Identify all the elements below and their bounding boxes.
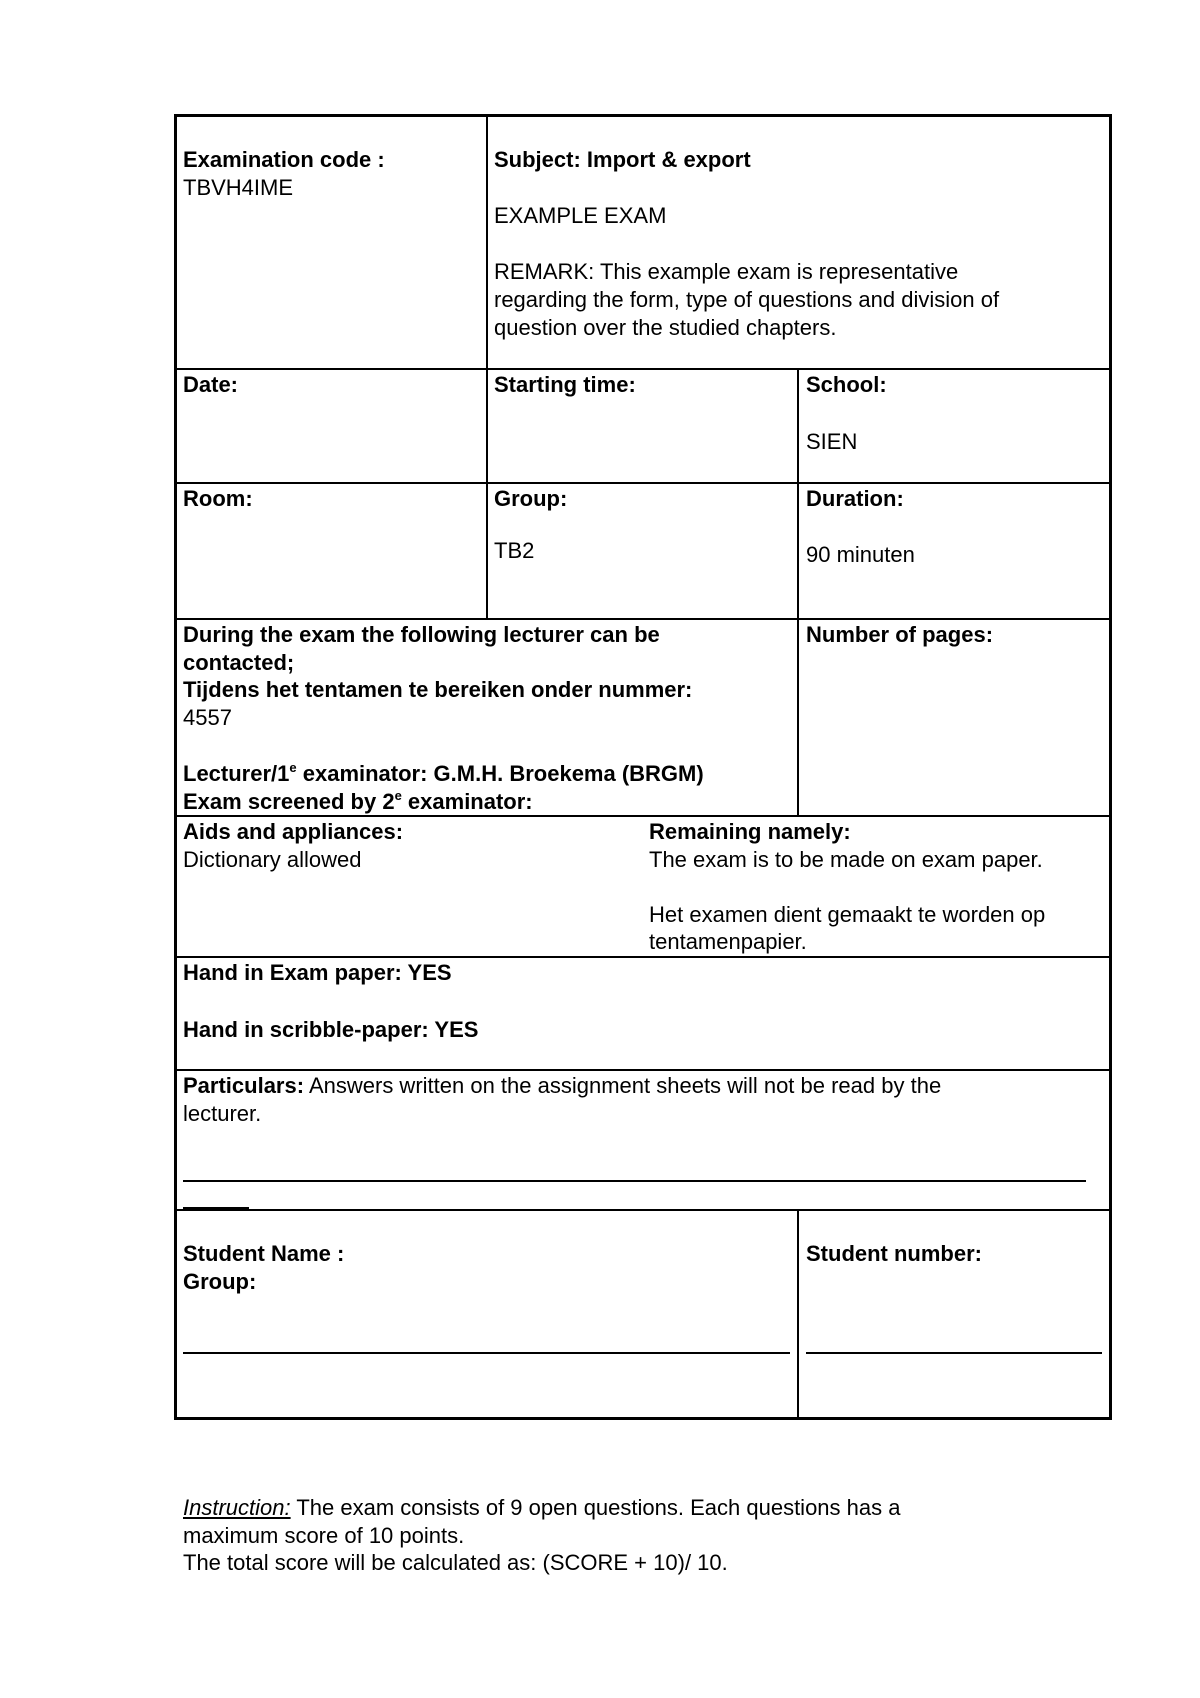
row-divider bbox=[174, 1209, 1112, 1211]
column-divider bbox=[486, 368, 488, 620]
remark-line-3: question over the studied chapters. bbox=[494, 315, 837, 340]
student-group-label: Group: bbox=[183, 1269, 257, 1294]
row-divider bbox=[174, 1069, 1112, 1071]
starting-time-label: Starting time: bbox=[494, 372, 636, 397]
pages-label: Number of pages: bbox=[806, 622, 994, 647]
student-number-label: Student number: bbox=[806, 1241, 982, 1266]
column-divider bbox=[486, 114, 488, 370]
contact-line-1: During the exam the following lecturer can be bbox=[183, 622, 660, 647]
exam-code-label: Examination code : bbox=[183, 147, 385, 172]
student-name-label: Student Name : bbox=[183, 1241, 345, 1266]
row-divider bbox=[174, 956, 1112, 958]
instruction-line-1: Instruction: The exam consists of 9 open questions. Each questions has a bbox=[183, 1495, 901, 1520]
contact-line-3: Tijdens het tentamen te bereiken onder nummer: bbox=[183, 677, 693, 702]
column-divider bbox=[797, 368, 799, 817]
school-value: SIEN bbox=[806, 429, 858, 454]
particulars-line-2: lecturer. bbox=[183, 1101, 262, 1126]
remark-line-1: REMARK: This example exam is representative bbox=[494, 259, 959, 284]
instruction-line-3: The total score will be calculated as: (SCORE + 10)/ 10. bbox=[183, 1550, 728, 1575]
screened-line: Exam screened by 2e examinator: bbox=[183, 788, 533, 814]
row-divider bbox=[174, 368, 1112, 370]
separator-dash-line bbox=[183, 1180, 1086, 1182]
contact-phone: 4557 bbox=[183, 705, 232, 730]
row-divider bbox=[174, 618, 1112, 620]
hand-in-exam-paper: Hand in Exam paper: YES bbox=[183, 960, 452, 985]
school-label: School: bbox=[806, 372, 887, 397]
student-number-field-line[interactable] bbox=[806, 1352, 1102, 1354]
student-name-field-line[interactable] bbox=[183, 1352, 790, 1354]
instruction-line-2: maximum score of 10 points. bbox=[183, 1523, 465, 1548]
duration-value: 90 minuten bbox=[806, 542, 915, 567]
group-label: Group: bbox=[494, 486, 568, 511]
group-value: TB2 bbox=[494, 538, 535, 563]
remark-line-2: regarding the form, type of questions and division of bbox=[494, 287, 1000, 312]
date-label: Date: bbox=[183, 372, 239, 397]
exam-code-value: TBVH4IME bbox=[183, 175, 294, 200]
contact-line-2: contacted; bbox=[183, 650, 295, 675]
exam-type: EXAMPLE EXAM bbox=[494, 203, 667, 228]
lecturer-line: Lecturer/1e examinator: G.M.H. Broekema (BRGM) bbox=[183, 760, 704, 786]
separator-dash-line bbox=[183, 1207, 249, 1209]
remaining-en: The exam is to be made on exam paper. bbox=[649, 847, 1043, 872]
room-label: Room: bbox=[183, 486, 253, 511]
subject-title: Subject: Import & export bbox=[494, 147, 751, 172]
remaining-label: Remaining namely: bbox=[649, 819, 851, 844]
remaining-nl-line-1: Het examen dient gemaakt te worden op bbox=[649, 902, 1046, 927]
particulars-line-1: Particulars: Answers written on the assignment sheets will not be read by the bbox=[183, 1073, 942, 1098]
remaining-nl-line-2: tentamenpapier. bbox=[649, 929, 807, 954]
column-divider bbox=[797, 1209, 799, 1420]
aids-value: Dictionary allowed bbox=[183, 847, 362, 872]
duration-label: Duration: bbox=[806, 486, 904, 511]
row-divider bbox=[174, 482, 1112, 484]
aids-label: Aids and appliances: bbox=[183, 819, 404, 844]
hand-in-scribble-paper: Hand in scribble-paper: YES bbox=[183, 1017, 479, 1042]
